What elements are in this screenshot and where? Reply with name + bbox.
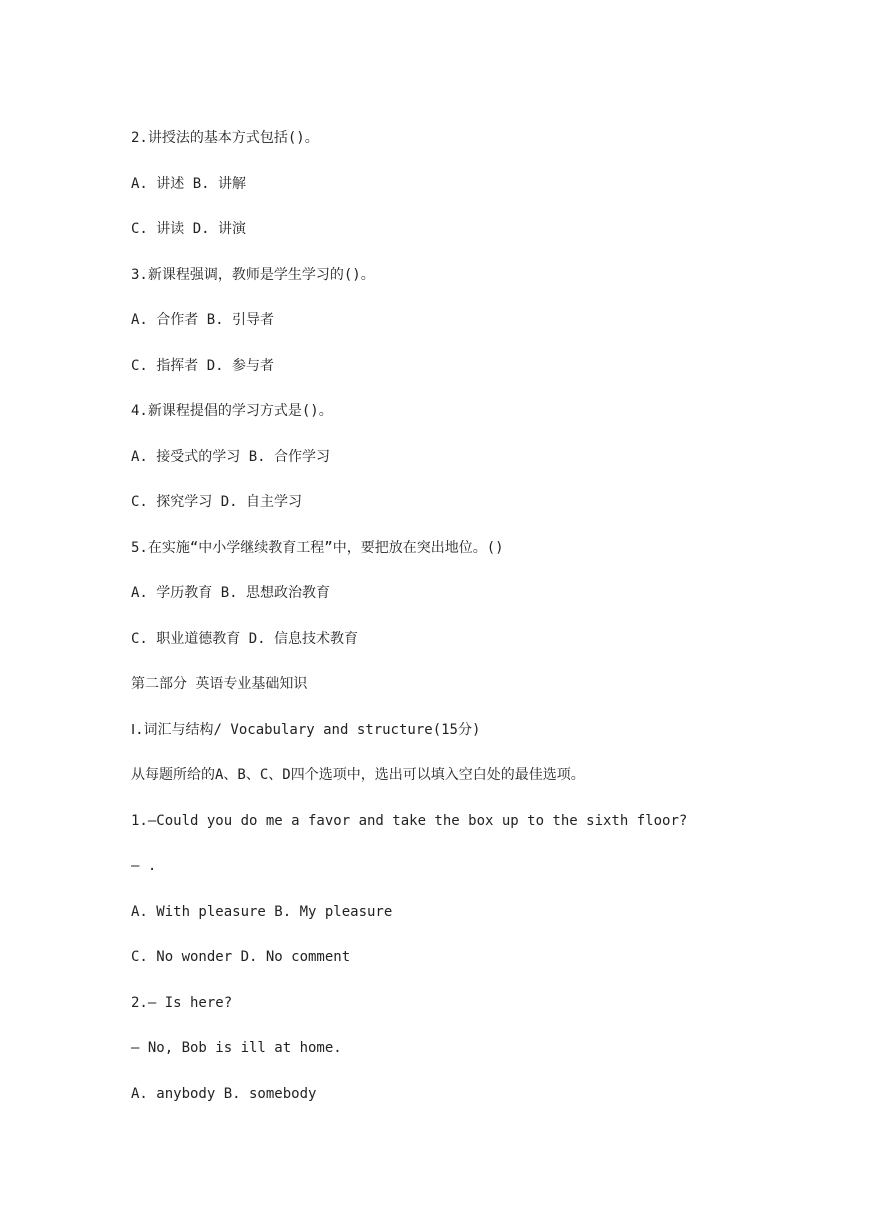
question-2-options-ab: A. 讲述 B. 讲解 [131, 176, 247, 192]
english-question-1-options-cd: C. No wonder D. No comment [131, 949, 351, 965]
question-4-options-ab: A. 接受式的学习 B. 合作学习 [131, 449, 331, 465]
question-2-options-cd: C. 讲读 D. 讲演 [131, 221, 247, 237]
english-question-2-reply: — No, Bob is ill at home. [131, 1040, 342, 1056]
english-question-2-options-ab: A. anybody B. somebody [131, 1086, 317, 1102]
question-3-options-ab: A. 合作者 B. 引导者 [131, 312, 275, 328]
part-two-heading: 第二部分 英语专业基础知识 [131, 676, 308, 692]
question-5-options-cd: C. 职业道德教育 D. 信息技术教育 [131, 631, 359, 647]
question-4-options-cd: C. 探究学习 D. 自主学习 [131, 494, 303, 510]
section-one-heading: Ⅰ.词汇与结构/ Vocabulary and structure(15分) [131, 722, 481, 738]
question-4-stem: 4.新课程提倡的学习方式是()。 [131, 403, 333, 419]
english-question-1-stem: 1.—Could you do me a favor and take the box up to the sixth floor? [131, 813, 688, 829]
question-3-options-cd: C. 指挥者 D. 参与者 [131, 358, 275, 374]
section-instructions: 从每题所给的A、B、C、D四个选项中，选出可以填入空白处的最佳选项。 [131, 767, 585, 783]
question-3-stem: 3.新课程强调，教师是学生学习的()。 [131, 267, 375, 283]
question-2-stem: 2.讲授法的基本方式包括()。 [131, 130, 319, 146]
question-5-options-ab: A. 学历教育 B. 思想政治教育 [131, 585, 331, 601]
english-question-1-options-ab: A. With pleasure B. My pleasure [131, 904, 393, 920]
english-question-2-stem: 2.— Is here? [131, 995, 233, 1011]
question-5-stem: 5.在实施“中小学继续教育工程”中，要把放在突出地位。() [131, 540, 504, 556]
english-question-1-reply: — . [131, 858, 157, 874]
